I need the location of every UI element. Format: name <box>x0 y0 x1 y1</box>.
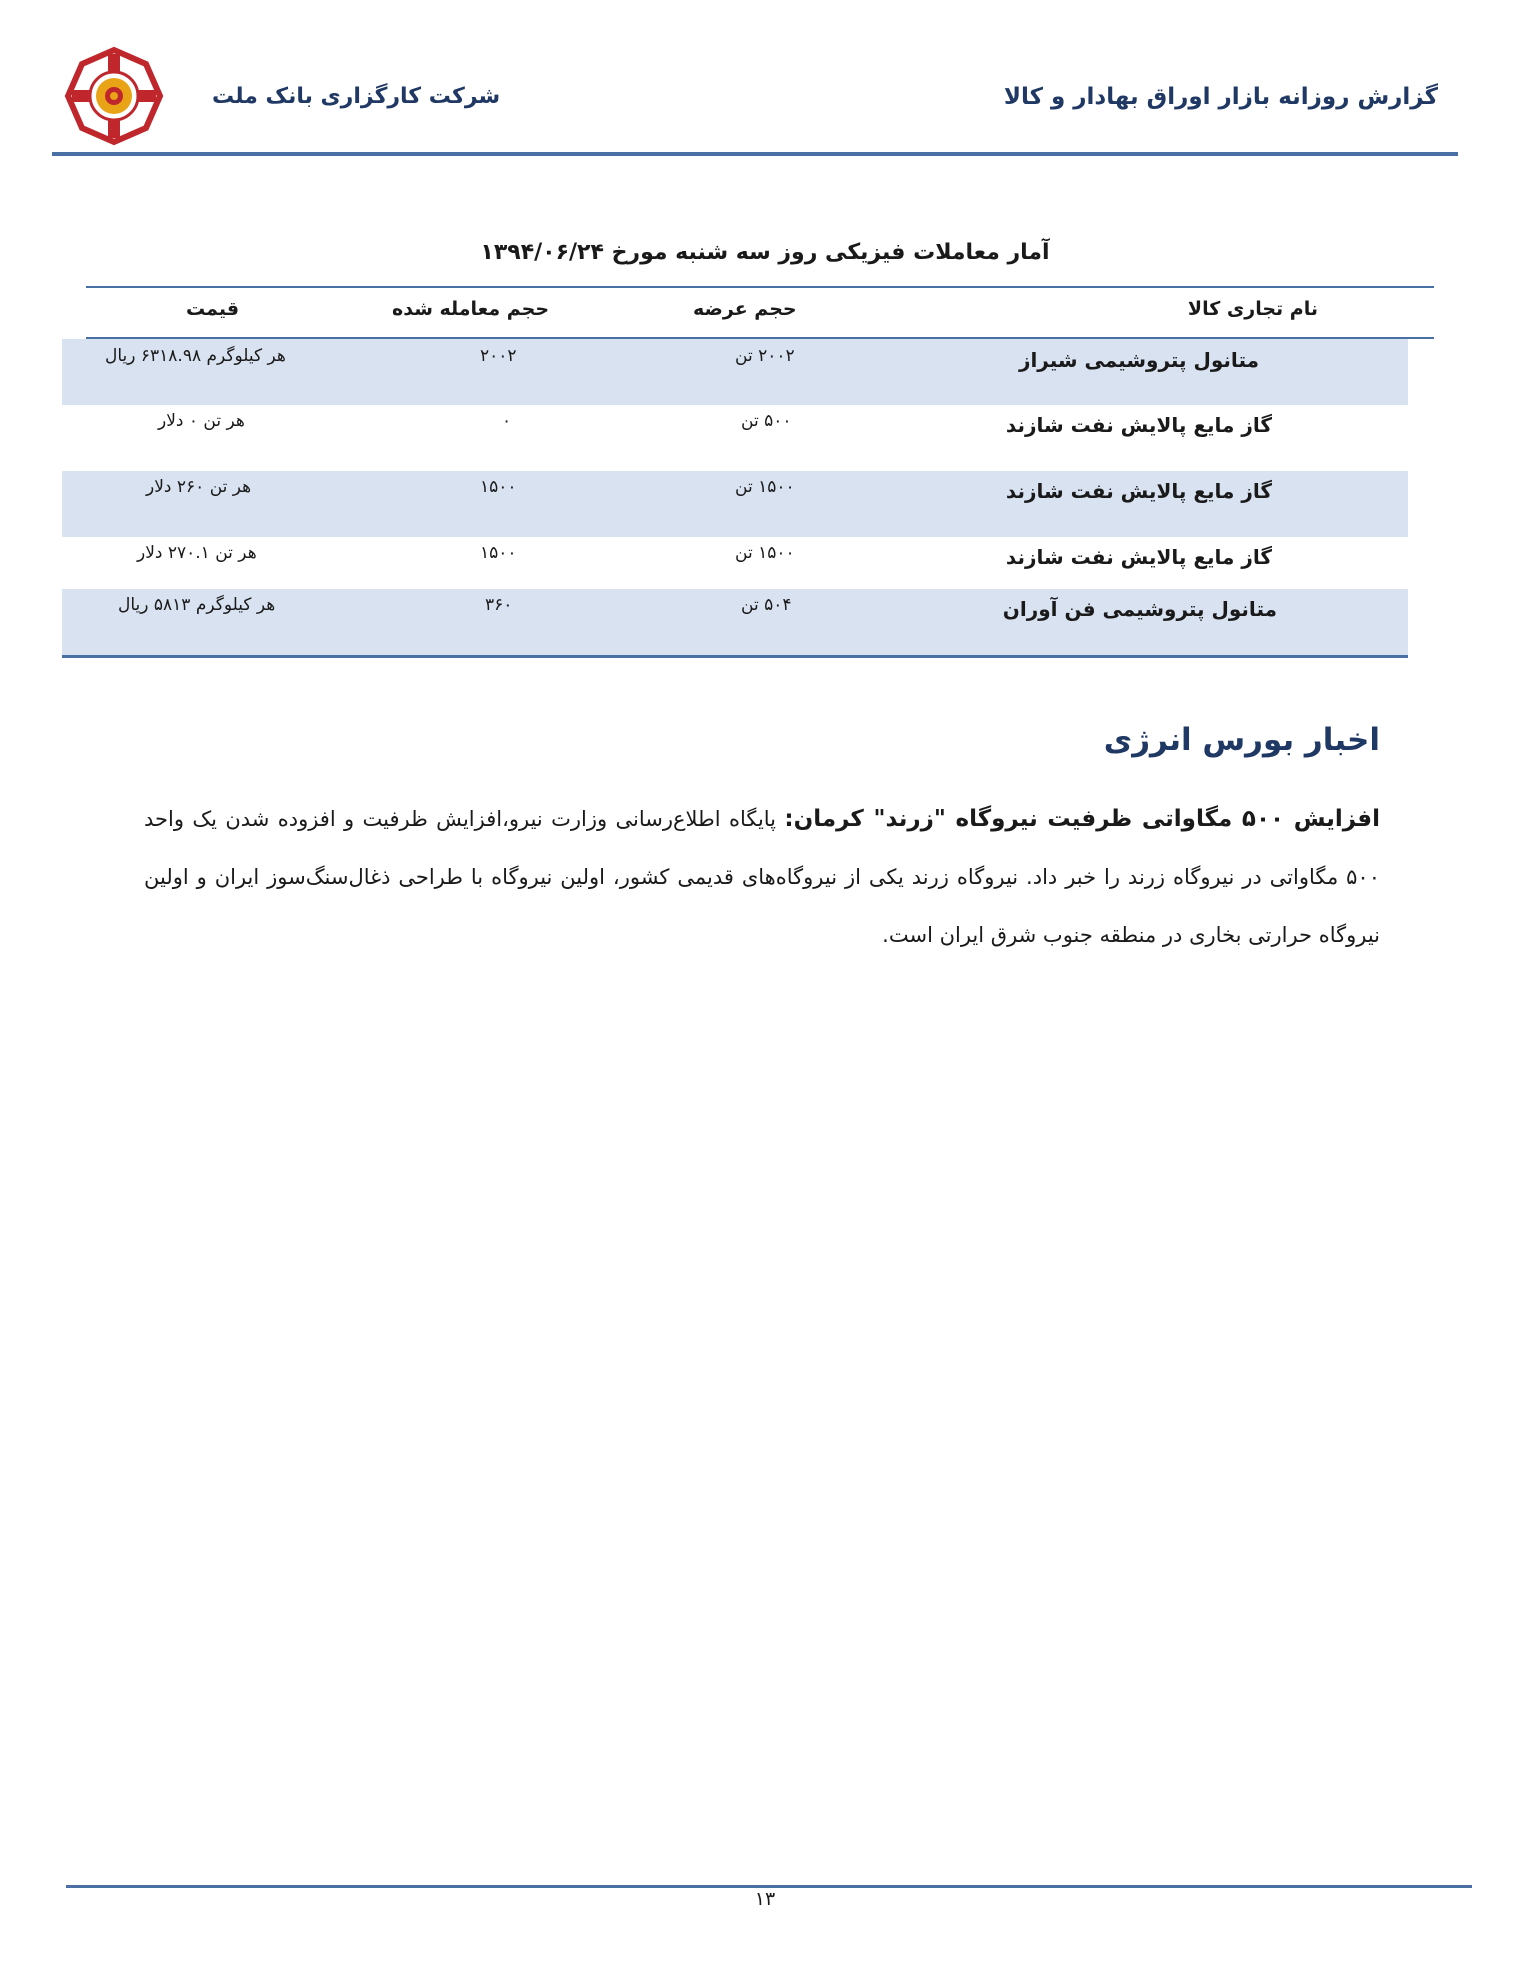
header-supply: حجم عرضه <box>693 298 797 320</box>
news-body: پایگاه اطلاع‌رسانی وزارت نیرو،افزایش ظرفیت و افزوده شدن یک واحد ۵۰۰ مگاواتی در نیروگاه زرند را خبر داد. نیروگاه زرند یکی از نیروگاه‌های قدیمی کشور، اولین نیروگاه با طراحی ذغال‌سنگ‌سوز ایران و اولین نیروگاه حرارتی بخاری در منطقه جنوب شرق ایران است. <box>144 807 1380 947</box>
row-name: متانول پتروشیمی فن آوران <box>1002 597 1277 621</box>
row-supply: ۱۵۰۰ تن <box>735 543 795 563</box>
broker-name: شرکت کارگزاری بانک ملت <box>212 84 501 109</box>
header-traded: حجم معامله شده <box>392 298 550 320</box>
news-paragraph <box>144 790 1380 964</box>
table-bottom-border <box>62 655 1408 658</box>
row-traded: ۱۵۰۰ <box>480 543 517 563</box>
table-top-border <box>86 286 1434 288</box>
row-price: هر کیلوگرم ۶۳۱۸.۹۸ ریال <box>105 346 286 366</box>
row-traded: ۲۰۰۲ <box>480 346 517 366</box>
row-name: گاز مایع پالایش نفت شازند <box>1005 545 1272 569</box>
row-price: هر تن ۲۷۰.۱ دلار <box>137 543 257 563</box>
row-supply: ۱۵۰۰ تن <box>735 477 795 497</box>
row-price: هر کیلوگرم ۵۸۱۳ ریال <box>118 595 276 615</box>
section-title: اخبار بورس انرژی <box>1103 722 1380 758</box>
row-supply: ۵۰۴ تن <box>741 595 792 615</box>
header-name: نام تجاری کالا <box>1187 298 1318 320</box>
row-name: متانول پتروشیمی شیراز <box>1018 348 1259 372</box>
broker-logo-icon <box>64 46 164 146</box>
page-number: ۱۳ <box>754 1888 776 1910</box>
header-divider <box>52 152 1458 156</box>
row-price: هر تن ۰ دلار <box>158 411 245 431</box>
row-price: هر تن ۲۶۰ دلار <box>146 477 252 497</box>
report-title: گزارش روزانه بازار اوراق بهادار و کالا <box>1003 84 1438 110</box>
row-traded: ۰ <box>502 411 512 431</box>
row-supply: ۲۰۰۲ تن <box>735 346 795 366</box>
row-traded: ۱۵۰۰ <box>480 477 517 497</box>
news-headline: افزایش ۵۰۰ مگاواتی ظرفیت نیروگاه "زرند" کرمان: <box>784 806 1380 832</box>
table-title: آمار معاملات فیزیکی روز سه شنبه مورخ ۱۳۹۴/۰۶/۲۴ <box>480 240 1050 265</box>
row-supply: ۵۰۰ تن <box>741 411 792 431</box>
row-name: گاز مایع پالایش نفت شازند <box>1005 479 1272 503</box>
row-traded: ۳۶۰ <box>485 595 513 615</box>
header-price: قیمت <box>186 298 240 320</box>
row-name: گاز مایع پالایش نفت شازند <box>1005 413 1272 437</box>
